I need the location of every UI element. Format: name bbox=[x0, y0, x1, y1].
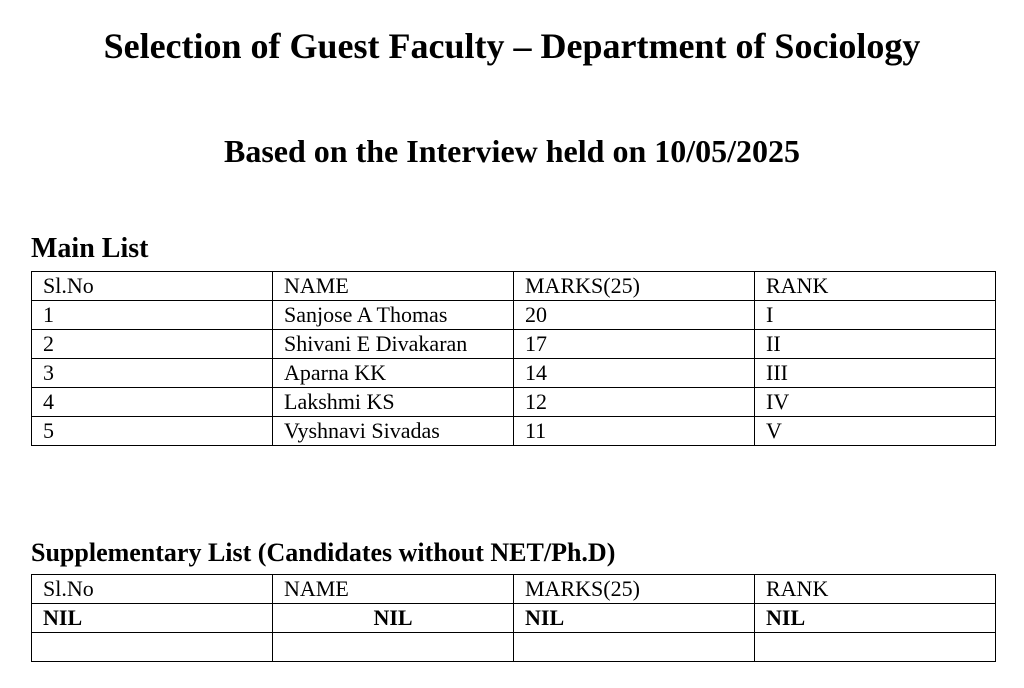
cell-name: Sanjose A Thomas bbox=[273, 301, 514, 330]
cell-slno: NIL bbox=[32, 604, 273, 633]
cell-rank: IV bbox=[755, 388, 996, 417]
cell-rank: NIL bbox=[755, 604, 996, 633]
main-list-table bbox=[31, 271, 996, 446]
cell-name: Aparna KK bbox=[273, 359, 514, 388]
column-header-rank: RANK bbox=[755, 272, 996, 301]
cell-rank: II bbox=[755, 330, 996, 359]
supplementary-list-heading: Supplementary List (Candidates without NET/Ph.D) bbox=[31, 538, 616, 567]
table-row bbox=[32, 417, 996, 446]
column-header-slno: Sl.No bbox=[32, 575, 273, 604]
cell-rank bbox=[755, 633, 996, 662]
table-header-row bbox=[32, 272, 996, 301]
cell-slno: 3 bbox=[32, 359, 273, 388]
cell-name: NIL bbox=[273, 604, 514, 633]
cell-slno bbox=[32, 633, 273, 662]
cell-marks bbox=[514, 633, 755, 662]
document-title: Selection of Guest Faculty – Department of Sociology bbox=[103, 26, 921, 66]
cell-name bbox=[273, 633, 514, 662]
column-header-name: NAME bbox=[273, 575, 514, 604]
table-row bbox=[32, 633, 996, 662]
cell-marks: 12 bbox=[514, 388, 755, 417]
cell-slno: 4 bbox=[32, 388, 273, 417]
cell-slno: 2 bbox=[32, 330, 273, 359]
column-header-marks: MARKS(25) bbox=[514, 272, 755, 301]
main-list-heading: Main List bbox=[31, 233, 149, 264]
column-header-name: NAME bbox=[273, 272, 514, 301]
document-subtitle: Based on the Interview held on 10/05/2025 bbox=[223, 133, 801, 169]
supplementary-list-table bbox=[31, 574, 996, 662]
cell-name: Shivani E Divakaran bbox=[273, 330, 514, 359]
cell-marks: 20 bbox=[514, 301, 755, 330]
column-header-slno: Sl.No bbox=[32, 272, 273, 301]
table-row bbox=[32, 388, 996, 417]
column-header-marks: MARKS(25) bbox=[514, 575, 755, 604]
table-row bbox=[32, 330, 996, 359]
cell-marks: 17 bbox=[514, 330, 755, 359]
cell-marks: 14 bbox=[514, 359, 755, 388]
table-row bbox=[32, 359, 996, 388]
cell-slno: 5 bbox=[32, 417, 273, 446]
cell-rank: V bbox=[755, 417, 996, 446]
cell-name: Vyshnavi Sivadas bbox=[273, 417, 514, 446]
cell-rank: I bbox=[755, 301, 996, 330]
table-header-row bbox=[32, 575, 996, 604]
table-row bbox=[32, 301, 996, 330]
cell-name: Lakshmi KS bbox=[273, 388, 514, 417]
cell-rank: III bbox=[755, 359, 996, 388]
cell-slno: 1 bbox=[32, 301, 273, 330]
cell-marks: 11 bbox=[514, 417, 755, 446]
table-row bbox=[32, 604, 996, 633]
column-header-rank: RANK bbox=[755, 575, 996, 604]
cell-marks: NIL bbox=[514, 604, 755, 633]
